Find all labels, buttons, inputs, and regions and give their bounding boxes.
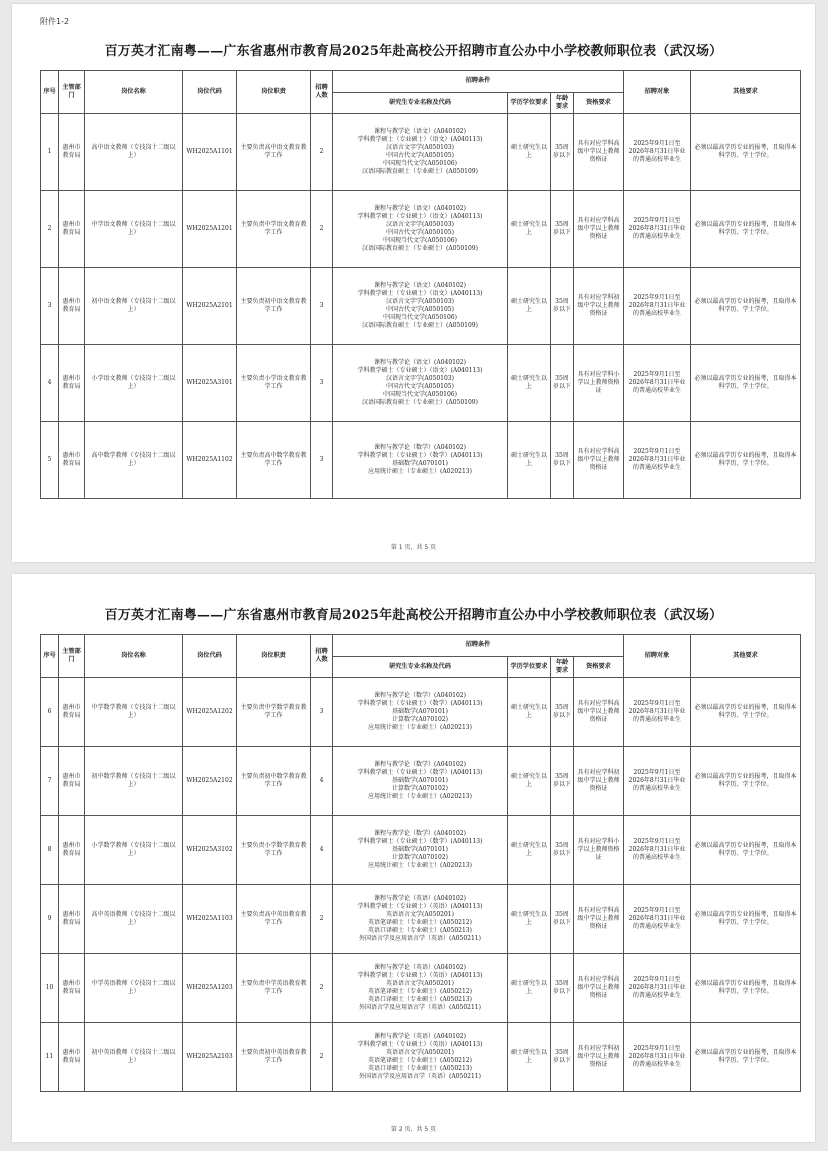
header-age: 年龄要求 [551, 93, 574, 114]
cell-position-code: WH2025A1202 [183, 678, 237, 747]
cell-other: 必须以最高学历专业的报考，且取得本科学历、学士学位。 [691, 268, 801, 345]
cell-position-name: 初中英语教师（专技岗十二级以上） [85, 1023, 183, 1092]
cell-majors [333, 954, 508, 1023]
major-item: 中国现当代文学(A050106) [383, 391, 457, 399]
cell-dept: 惠州市教育局 [59, 268, 85, 345]
cell-other: 必须以最高学历专业的报考，且取得本科学历、学士学位。 [691, 885, 801, 954]
major-item: 学科教学硕士（专业硕士）（数学）(A040113) [357, 768, 483, 776]
table-row [41, 816, 801, 885]
header-major: 研究生专业名称及代码 [333, 93, 508, 114]
cell-seq: 7 [41, 747, 59, 816]
major-item: 英语口译硕士（专业硕士）(A050213) [368, 927, 472, 935]
cell-qualification: 具有对应学科高级中学以上教师资格证 [574, 885, 624, 954]
cell-position-code: WH2025A2103 [183, 1023, 237, 1092]
major-item: 学科教学硕士（专业硕士）（数学）(A040113) [357, 451, 483, 459]
major-item: 汉语国际教育硕士（专业硕士）(A050109) [362, 399, 478, 407]
cell-target: 2025年9月1日至2026年8月31日毕业的普通高校毕业生 [624, 678, 691, 747]
major-item: 学科教学硕士（专业硕士）（语文）(A040113) [357, 212, 483, 220]
major-item: 中国古代文学(A050105) [386, 152, 454, 159]
major-item: 应用统计硕士（专业硕士）(A020213) [368, 724, 472, 732]
cell-education: 硕士研究生以上 [508, 885, 551, 954]
cell-duty: 主要负责中学英语教育教学工作 [237, 954, 311, 1023]
major-item: 课程与教学论（语文）(A040102) [374, 127, 466, 135]
major-item: 学科教学硕士（专业硕士）（语文）(A040113) [357, 366, 483, 374]
table-row [41, 678, 801, 747]
cell-duty: 主要负责中学数学教育教学工作 [237, 678, 311, 747]
cell-age: 35周岁以下 [551, 954, 574, 1023]
positions-table [40, 70, 801, 499]
cell-quota: 4 [311, 747, 333, 816]
cell-target: 2025年9月1日至2026年8月31日毕业的普通高校毕业生 [624, 885, 691, 954]
major-item: 英语口译硕士（专业硕士）(A050213) [368, 1065, 472, 1073]
table-row [41, 885, 801, 954]
cell-quota: 2 [311, 954, 333, 1023]
page-title: 百万英才汇南粤——广东省惠州市教育局2025年赴高校公开招聘市直公办中小学校教师职位表（武汉场） [104, 44, 723, 59]
cell-duty: 主要负责小学数学教育教学工作 [237, 816, 311, 885]
cell-quota: 2 [311, 114, 333, 191]
major-item: 学科教学硕士（专业硕士）（语文）(A040113) [357, 135, 483, 143]
cell-position-name: 中学英语教师（专技岗十二级以上） [85, 954, 183, 1023]
cell-position-code: WH2025A1101 [183, 114, 237, 191]
cell-education: 硕士研究生以上 [508, 345, 551, 422]
cell-seq: 3 [41, 268, 59, 345]
cell-education: 硕士研究生以上 [508, 954, 551, 1023]
cell-age: 35周岁以下 [551, 191, 574, 268]
cell-target: 2025年9月1日至2026年8月31日毕业的普通高校毕业生 [624, 747, 691, 816]
cell-age: 35周岁以下 [551, 345, 574, 422]
major-item: 应用统计硕士（专业硕士）(A020213) [368, 468, 472, 476]
cell-position-code: WH2025A1201 [183, 191, 237, 268]
cell-dept: 惠州市教育局 [59, 191, 85, 268]
major-item: 汉语言文字学(A050103) [386, 297, 454, 305]
cell-education: 硕士研究生以上 [508, 268, 551, 345]
major-item: 基础数学(A070101) [392, 460, 448, 467]
major-item: 学科教学硕士（专业硕士）（语文）(A040113) [357, 289, 483, 297]
major-item: 学科教学硕士（专业硕士）（英语）(A040113) [357, 902, 483, 910]
cell-education: 硕士研究生以上 [508, 1023, 551, 1092]
major-item: 汉语言文字学(A050103) [386, 220, 454, 228]
cell-seq: 6 [41, 678, 59, 747]
major-item: 基础数学(A070101) [392, 776, 448, 784]
cell-education: 硕士研究生以上 [508, 114, 551, 191]
cell-target: 2025年9月1日至2026年8月31日毕业的普通高校毕业生 [624, 422, 691, 499]
major-item: 汉语言文字学(A050103) [386, 143, 454, 151]
cell-other: 必须以最高学历专业的报考，且取得本科学历、学士学位。 [691, 1023, 801, 1092]
major-item: 外国语言学及应用语言学（英语）(A050211) [359, 935, 481, 943]
major-item: 英语笔译硕士（专业硕士）(A050212) [368, 1057, 472, 1064]
major-item: 计算数学(A070102) [392, 716, 448, 724]
cell-position-name: 中学数学教师（专技岗十二级以上） [85, 678, 183, 747]
cell-majors [333, 678, 508, 747]
header-qualification: 资格要求 [574, 93, 624, 114]
cell-position-name: 小学数学教师（专技岗十二级以上） [85, 816, 183, 885]
header-other: 其他要求 [691, 635, 801, 678]
cell-majors [333, 345, 508, 422]
cell-position-name: 中学语文教师（专技岗十二级以上） [85, 191, 183, 268]
cell-age: 35周岁以下 [551, 816, 574, 885]
major-item: 汉语言文字学(A050103) [386, 374, 454, 382]
cell-seq: 2 [41, 191, 59, 268]
cell-dept: 惠州市教育局 [59, 114, 85, 191]
major-item: 中国现当代文学(A050106) [383, 160, 457, 168]
cell-seq: 8 [41, 816, 59, 885]
cell-other: 必须以最高学历专业的报考，且取得本科学历、学士学位。 [691, 747, 801, 816]
major-item: 中国古代文学(A050105) [386, 383, 454, 390]
cell-qualification: 具有对应学科高级中学以上教师资格证 [574, 191, 624, 268]
cell-position-code: WH2025A3102 [183, 816, 237, 885]
major-item: 汉语国际教育硕士（专业硕士）(A050109) [362, 168, 478, 176]
header-conditions: 招聘条件 [333, 635, 624, 657]
cell-majors [333, 268, 508, 345]
table-header-row [41, 635, 801, 657]
cell-target: 2025年9月1日至2026年8月31日毕业的普通高校毕业生 [624, 954, 691, 1023]
cell-qualification: 具有对应学科初级中学以上教师资格证 [574, 268, 624, 345]
major-item: 课程与教学论（英语）(A040102) [374, 1032, 466, 1040]
cell-qualification: 具有对应学科高级中学以上教师资格证 [574, 114, 624, 191]
major-item: 课程与教学论（数学）(A040102) [374, 760, 466, 768]
cell-position-name: 小学语文教师（专技岗十二级以上） [85, 345, 183, 422]
cell-duty: 主要负责高中英语教育教学工作 [237, 885, 311, 954]
cell-majors [333, 1023, 508, 1092]
cell-position-name: 高中英语教师（专技岗十二级以上） [85, 885, 183, 954]
cell-age: 35周岁以下 [551, 268, 574, 345]
cell-other: 必须以最高学历专业的报考，且取得本科学历、学士学位。 [691, 191, 801, 268]
table-row [41, 345, 801, 422]
major-item: 外国语言学及应用语言学（英语）(A050211) [359, 1073, 481, 1081]
cell-other: 必须以最高学历专业的报考，且取得本科学历、学士学位。 [691, 345, 801, 422]
major-item: 英语语言文学(A050201) [386, 979, 454, 987]
cell-education: 硕士研究生以上 [508, 747, 551, 816]
major-item: 课程与教学论（数学）(A040102) [374, 691, 466, 699]
cell-education: 硕士研究生以上 [508, 422, 551, 499]
major-item: 课程与教学论（英语）(A040102) [374, 963, 466, 971]
header-seq: 序号 [41, 71, 59, 114]
major-item: 课程与教学论（语文）(A040102) [374, 358, 466, 366]
cell-quota: 4 [311, 816, 333, 885]
cell-position-code: WH2025A2101 [183, 268, 237, 345]
cell-duty: 主要负责高中数学教育教学工作 [237, 422, 311, 499]
header-dept: 主管部门 [59, 71, 85, 114]
cell-other: 必须以最高学历专业的报考，且取得本科学历、学士学位。 [691, 422, 801, 499]
cell-seq: 1 [41, 114, 59, 191]
major-item: 中国现当代文学(A050106) [383, 314, 457, 322]
major-item: 课程与教学论（语文）(A040102) [374, 281, 466, 289]
major-item: 计算数学(A070102) [392, 854, 448, 862]
cell-education: 硕士研究生以上 [508, 816, 551, 885]
table-body [41, 678, 801, 1092]
page-footer: 第 1 页，共 5 页 [390, 544, 437, 551]
cell-dept: 惠州市教育局 [59, 678, 85, 747]
cell-quota: 3 [311, 268, 333, 345]
cell-quota: 2 [311, 885, 333, 954]
header-target: 招聘对象 [624, 71, 691, 114]
table-row [41, 747, 801, 816]
cell-duty: 主要负责初中英语教育教学工作 [237, 1023, 311, 1092]
cell-quota: 3 [311, 345, 333, 422]
major-item: 应用统计硕士（专业硕士）(A020213) [368, 862, 472, 870]
cell-quota: 3 [311, 678, 333, 747]
cell-target: 2025年9月1日至2026年8月31日毕业的普通高校毕业生 [624, 816, 691, 885]
major-item: 课程与教学论（数学）(A040102) [374, 443, 466, 451]
header-quota: 招聘人数 [311, 635, 333, 678]
cell-quota: 2 [311, 191, 333, 268]
major-item: 中国现当代文学(A050106) [383, 237, 457, 245]
header-position-code: 岗位代码 [183, 71, 237, 114]
cell-position-code: WH2025A3101 [183, 345, 237, 422]
positions-table [40, 634, 801, 1092]
table-row [41, 114, 801, 191]
header-education: 学历学位要求 [508, 657, 551, 678]
header-education: 学历学位要求 [508, 93, 551, 114]
cell-target: 2025年9月1日至2026年8月31日毕业的普通高校毕业生 [624, 1023, 691, 1092]
table-row [41, 422, 801, 499]
cell-position-name: 高中数学教师（专技岗十二级以上） [85, 422, 183, 499]
major-item: 英语口译硕士（专业硕士）(A050213) [368, 996, 472, 1004]
header-position-name: 岗位名称 [85, 635, 183, 678]
cell-majors [333, 191, 508, 268]
cell-majors [333, 816, 508, 885]
major-item: 汉语国际教育硕士（专业硕士）(A050109) [362, 322, 478, 330]
table-header-row [41, 71, 801, 93]
header-target: 招聘对象 [624, 635, 691, 678]
major-item: 汉语国际教育硕士（专业硕士）(A050109) [362, 245, 478, 253]
major-item: 英语语言文学(A050201) [386, 910, 454, 918]
header-conditions: 招聘条件 [333, 71, 624, 93]
cell-qualification: 具有对应学科初级中学以上教师资格证 [574, 1023, 624, 1092]
header-seq: 序号 [41, 635, 59, 678]
cell-dept: 惠州市教育局 [59, 885, 85, 954]
cell-target: 2025年9月1日至2026年8月31日毕业的普通高校毕业生 [624, 114, 691, 191]
cell-age: 35周岁以下 [551, 747, 574, 816]
major-item: 中国古代文学(A050105) [386, 306, 454, 313]
major-item: 课程与教学论（英语）(A040102) [374, 894, 466, 902]
cell-age: 35周岁以下 [551, 114, 574, 191]
header-dept: 主管部门 [59, 635, 85, 678]
cell-dept: 惠州市教育局 [59, 345, 85, 422]
major-item: 外国语言学及应用语言学（英语）(A050211) [359, 1004, 481, 1012]
major-item: 英语笔译硕士（专业硕士）(A050212) [368, 988, 472, 995]
cell-duty: 主要负责中学语文教育教学工作 [237, 191, 311, 268]
cell-target: 2025年9月1日至2026年8月31日毕业的普通高校毕业生 [624, 191, 691, 268]
cell-dept: 惠州市教育局 [59, 747, 85, 816]
cell-other: 必须以最高学历专业的报考，且取得本科学历、学士学位。 [691, 678, 801, 747]
cell-duty: 主要负责小学语文教育教学工作 [237, 345, 311, 422]
header-position-name: 岗位名称 [85, 71, 183, 114]
cell-seq: 4 [41, 345, 59, 422]
major-item: 计算数学(A070102) [392, 785, 448, 793]
major-item: 英语语言文学(A050201) [386, 1048, 454, 1056]
page-footer: 第 2 页，共 5 页 [390, 1126, 437, 1133]
major-item: 英语笔译硕士（专业硕士）(A050212) [368, 919, 472, 926]
cell-education: 硕士研究生以上 [508, 191, 551, 268]
cell-dept: 惠州市教育局 [59, 816, 85, 885]
cell-age: 35周岁以下 [551, 1023, 574, 1092]
cell-duty: 主要负责高中语文教育教学工作 [237, 114, 311, 191]
cell-majors [333, 422, 508, 499]
cell-majors [333, 747, 508, 816]
cell-seq: 5 [41, 422, 59, 499]
cell-age: 35周岁以下 [551, 885, 574, 954]
document-page-1 [12, 4, 815, 562]
cell-qualification: 具有对应学科小学以上教师资格证 [574, 345, 624, 422]
cell-position-name: 初中语文教师（专技岗十二级以上） [85, 268, 183, 345]
cell-other: 必须以最高学历专业的报考，且取得本科学历、学士学位。 [691, 954, 801, 1023]
cell-majors [333, 885, 508, 954]
major-item: 学科教学硕士（专业硕士）（数学）(A040113) [357, 837, 483, 845]
cell-qualification: 具有对应学科高级中学以上教师资格证 [574, 954, 624, 1023]
header-age: 年龄要求 [551, 657, 574, 678]
header-qualification: 资格要求 [574, 657, 624, 678]
cell-quota: 3 [311, 422, 333, 499]
header-duty: 岗位职责 [237, 635, 311, 678]
table-row [41, 1023, 801, 1092]
cell-position-code: WH2025A1102 [183, 422, 237, 499]
cell-position-code: WH2025A1103 [183, 885, 237, 954]
page-title: 百万英才汇南粤——广东省惠州市教育局2025年赴高校公开招聘市直公办中小学校教师职位表（武汉场） [104, 608, 723, 623]
header-position-code: 岗位代码 [183, 635, 237, 678]
header-quota: 招聘人数 [311, 71, 333, 114]
header-major: 研究生专业名称及代码 [333, 657, 508, 678]
cell-other: 必须以最高学历专业的报考，且取得本科学历、学士学位。 [691, 816, 801, 885]
cell-duty: 主要负责初中数学教育教学工作 [237, 747, 311, 816]
header-other: 其他要求 [691, 71, 801, 114]
cell-position-name: 初中数学教师（专技岗十二级以上） [85, 747, 183, 816]
cell-quota: 2 [311, 1023, 333, 1092]
table-row [41, 191, 801, 268]
cell-position-code: WH2025A1203 [183, 954, 237, 1023]
annex-label: 附件1-2 [40, 17, 70, 26]
cell-dept: 惠州市教育局 [59, 422, 85, 499]
document-page-2 [12, 574, 815, 1142]
cell-target: 2025年9月1日至2026年8月31日毕业的普通高校毕业生 [624, 268, 691, 345]
cell-qualification: 具有对应学科初级中学以上教师资格证 [574, 747, 624, 816]
table-row [41, 954, 801, 1023]
cell-duty: 主要负责初中语文教育教学工作 [237, 268, 311, 345]
table-row [41, 268, 801, 345]
cell-seq: 9 [41, 885, 59, 954]
major-item: 应用统计硕士（专业硕士）(A020213) [368, 793, 472, 801]
cell-position-name: 高中语文教师（专技岗十二级以上） [85, 114, 183, 191]
major-item: 学科教学硕士（专业硕士）（英语）(A040113) [357, 1040, 483, 1048]
major-item: 学科教学硕士（专业硕士）（数学）(A040113) [357, 699, 483, 707]
cell-age: 35周岁以下 [551, 422, 574, 499]
cell-seq: 10 [41, 954, 59, 1023]
cell-majors [333, 114, 508, 191]
table-body [41, 114, 801, 499]
major-item: 学科教学硕士（专业硕士）（英语）(A040113) [357, 971, 483, 979]
cell-seq: 11 [41, 1023, 59, 1092]
major-item: 基础数学(A070101) [392, 707, 448, 715]
cell-qualification: 具有对应学科高级中学以上教师资格证 [574, 422, 624, 499]
major-item: 基础数学(A070101) [392, 845, 448, 853]
cell-other: 必须以最高学历专业的报考，且取得本科学历、学士学位。 [691, 114, 801, 191]
header-duty: 岗位职责 [237, 71, 311, 114]
major-item: 课程与教学论（语文）(A040102) [374, 204, 466, 212]
cell-position-code: WH2025A2102 [183, 747, 237, 816]
cell-education: 硕士研究生以上 [508, 678, 551, 747]
major-item: 课程与教学论（数学）(A040102) [374, 829, 466, 837]
major-item: 中国古代文学(A050105) [386, 229, 454, 236]
cell-target: 2025年9月1日至2026年8月31日毕业的普通高校毕业生 [624, 345, 691, 422]
cell-age: 35周岁以下 [551, 678, 574, 747]
cell-qualification: 具有对应学科小学以上教师资格证 [574, 816, 624, 885]
cell-dept: 惠州市教育局 [59, 954, 85, 1023]
cell-qualification: 具有对应学科高级中学以上教师资格证 [574, 678, 624, 747]
cell-dept: 惠州市教育局 [59, 1023, 85, 1092]
